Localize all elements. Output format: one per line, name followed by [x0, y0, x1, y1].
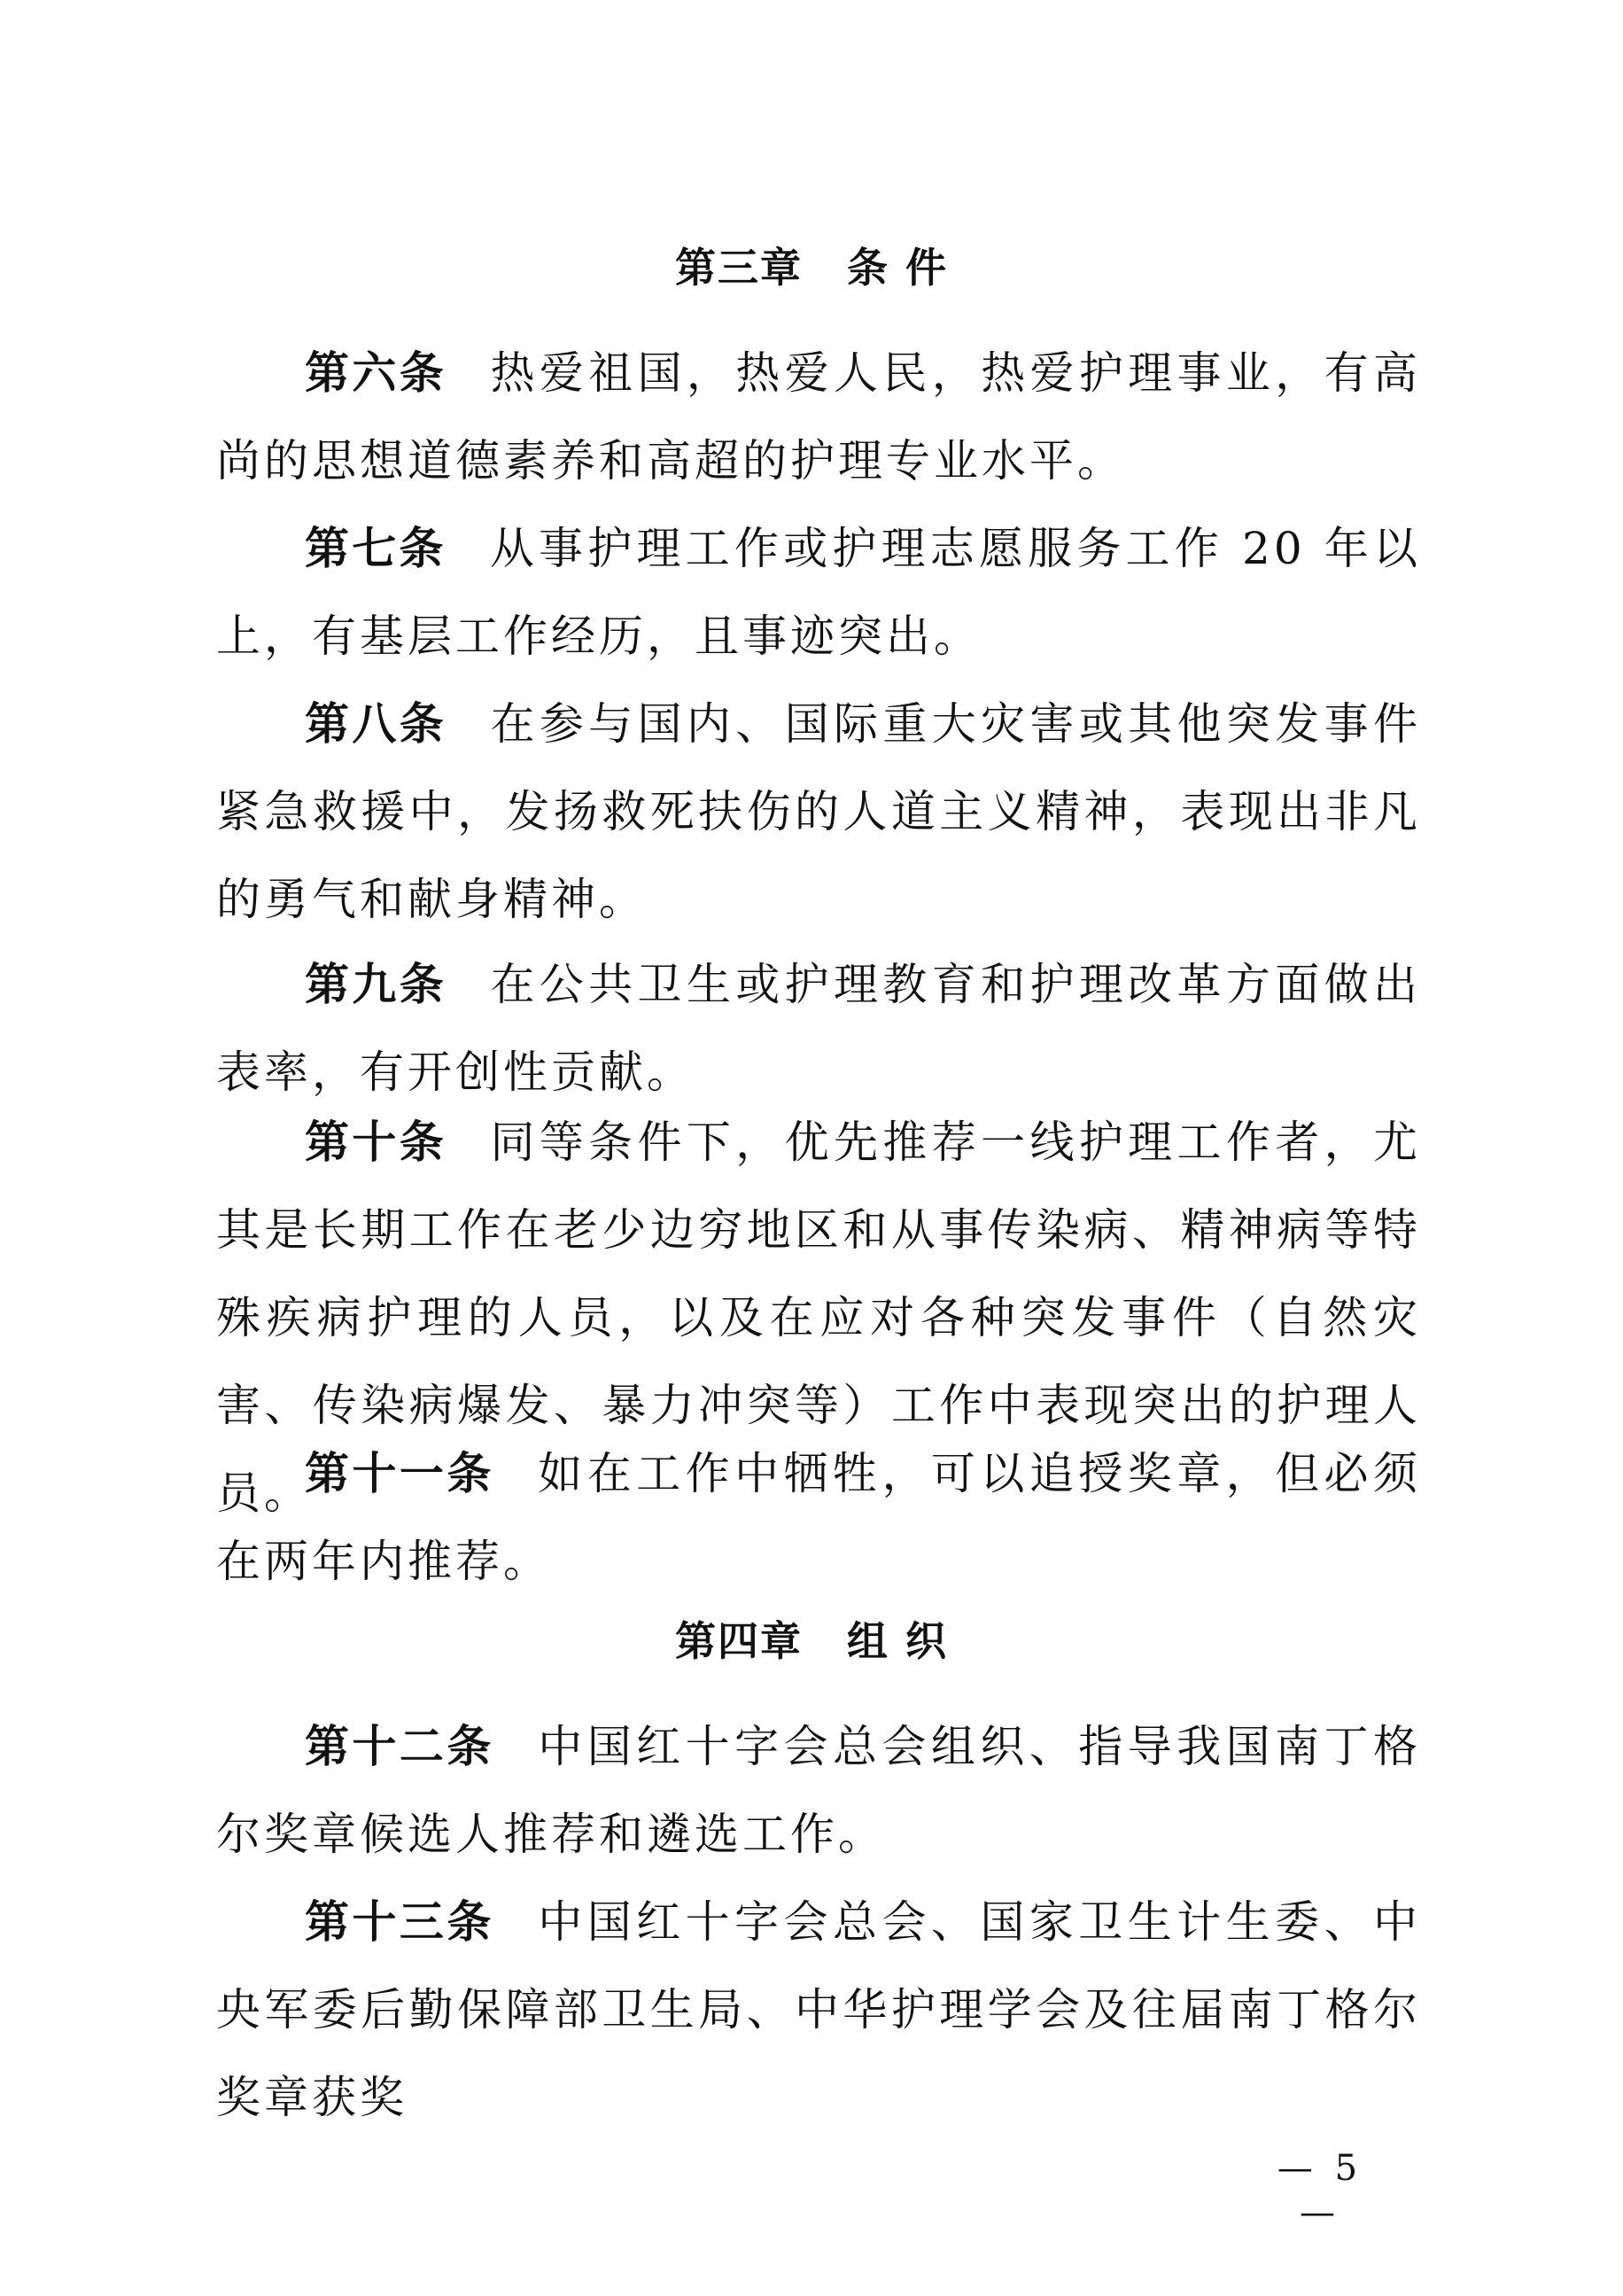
article-6: [216, 330, 1421, 505]
chapter-3-name: 条 件: [846, 244, 948, 292]
article-label: 第十条: [305, 1117, 447, 1168]
chapter-4-name: 组 织: [846, 1617, 948, 1665]
article-label: 第六条: [305, 347, 447, 399]
article-9: [216, 941, 1421, 1117]
article-8: [216, 681, 1421, 944]
page-number: — 5 —: [1277, 2148, 1363, 2233]
article-text: 中国红十字会总会组织、指导我国南丁格尔奖章候选人推荐和遴选工作。: [216, 1721, 1422, 1860]
article-text: 在公共卫生或护理教育和护理改革方面做出表率，有开创性贡献。: [216, 959, 1422, 1098]
chapter-3-heading: [0, 241, 1623, 294]
article-label: 第十三条: [305, 1896, 494, 1948]
article-12: [216, 1703, 1421, 1879]
article-label: 第十二条: [305, 1721, 494, 1772]
article-label: 第八条: [305, 698, 447, 750]
chapter-3-title: 第三章: [674, 244, 803, 292]
article-text: 在参与国内、国际重大灾害或其他突发事件紧急救援中，发扬救死扶伤的人道主义精神，表现出非凡的勇气和献身精神。: [216, 698, 1422, 925]
article-text: 同等条件下，优先推荐一线护理工作者，尤其是长期工作在老少边穷地区和从事传染病、精神病等特殊疾病护理的人员，以及在应对各种突发事件（自然灾害、传染病爆发、暴力冲突等）工作中表现突出的护理人员。: [216, 1117, 1422, 1519]
chapter-4-title: 第四章: [674, 1617, 803, 1665]
article-label: 第十一条: [305, 1448, 494, 1499]
article-13: [216, 1879, 1421, 2142]
article-label: 第九条: [305, 959, 447, 1010]
article-11: [216, 1430, 1421, 1606]
article-text: 如在工作中牺牲，可以追授奖章，但必须在两年内推荐。: [216, 1448, 1422, 1587]
article-text: 热爱祖国，热爱人民，热爱护理事业，有高尚的思想道德素养和高超的护理专业水平。: [216, 347, 1422, 486]
article-text: 中国红十字会总会、国家卫生计生委、中央军委后勤保障部卫生局、中华护理学会及往届南丁格尔奖章获奖: [216, 1896, 1422, 2123]
article-label: 第七条: [305, 523, 447, 574]
chapter-4-heading: [0, 1615, 1623, 1668]
article-7: [216, 505, 1421, 681]
article-text: 从事护理工作或护理志愿服务工作 20 年以上，有基层工作经历，且事迹突出。: [216, 523, 1421, 662]
